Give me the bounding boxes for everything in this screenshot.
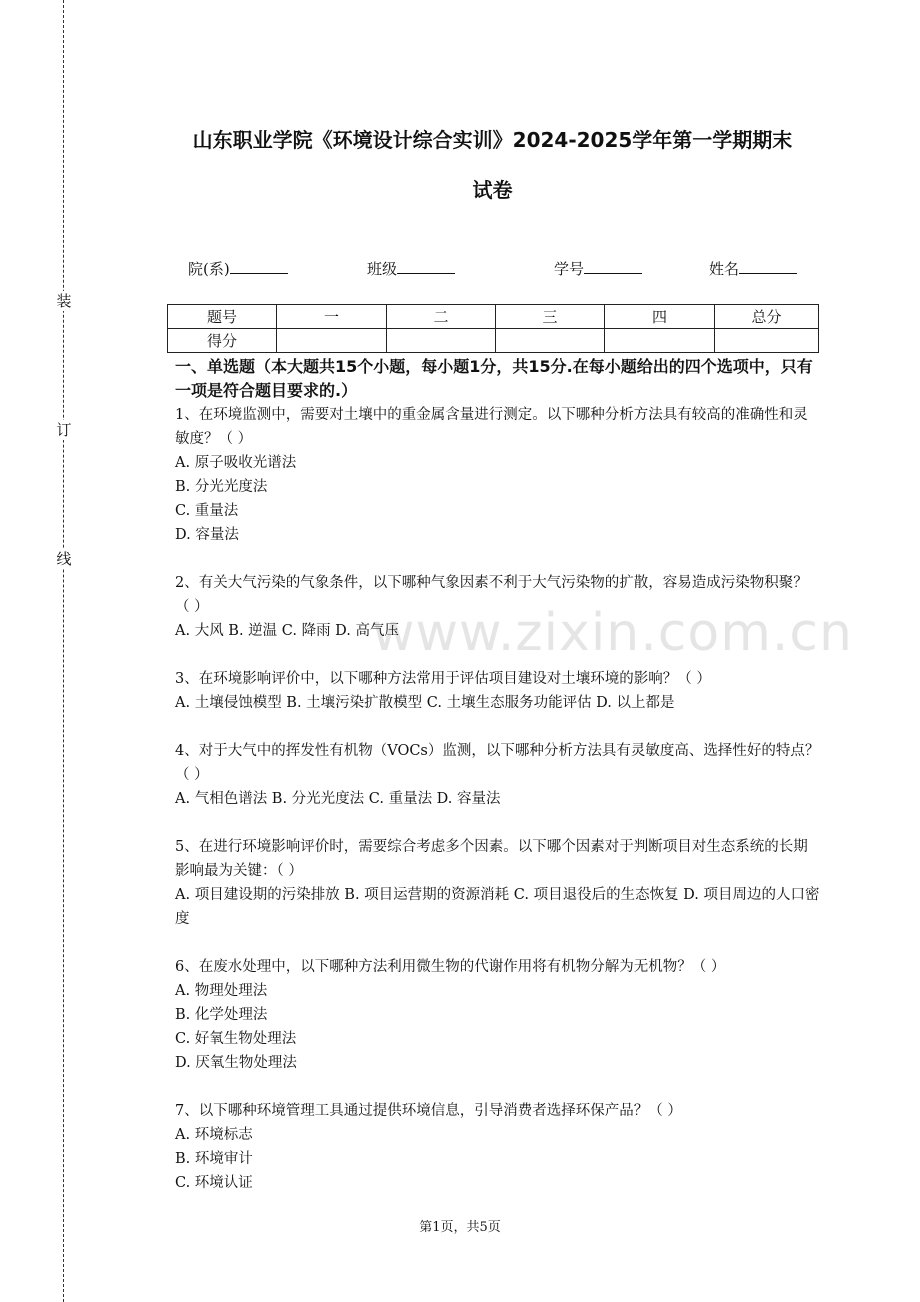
question-stem: 6、在废水处理中，以下哪种方法利用微生物的代谢作用将有机物分解为无机物？（ ） xyxy=(175,959,726,975)
question-stem: 2、有关大气污染的气象条件，以下哪种气象因素不利于大气污染物的扩散，容易造成污染物积聚？（ ） xyxy=(175,575,808,615)
option: A. 原子吸收光谱法 xyxy=(175,455,297,471)
score-cell[interactable] xyxy=(387,329,496,353)
score-cell[interactable] xyxy=(715,329,819,353)
score-table-header-row xyxy=(168,305,819,329)
option: A. 项目建设期的污染排放 B. 项目运营期的资源消耗 C. 项目退役后的生态恢复 D. 项目周边的人口密度 xyxy=(175,887,820,927)
score-header-cell: 总分 xyxy=(715,305,819,329)
binding-char-xian: 线 xyxy=(56,550,72,568)
binding-char-zhuang: 装 xyxy=(56,292,72,310)
score-table xyxy=(167,304,819,353)
question-stem: 3、在环境影响评价中，以下哪种方法常用于评估项目建设对土壤环境的影响？（ ） xyxy=(175,671,711,687)
question-5 xyxy=(175,835,820,931)
question-7 xyxy=(175,1099,820,1195)
score-cell[interactable] xyxy=(605,329,715,353)
option: A. 土壤侵蚀模型 B. 土壤污染扩散模型 C. 土壤生态服务功能评估 D. 以上都是 xyxy=(175,695,675,711)
name-blank[interactable] xyxy=(739,259,797,274)
student-id-field[interactable] xyxy=(554,258,642,279)
page-footer: 第1页，共5页 xyxy=(419,1220,501,1235)
question-stem: 4、对于大气中的挥发性有机物（VOCs）监测，以下哪种分析方法具有灵敏度高、选择性好的特点？（ ） xyxy=(175,743,820,783)
option: A. 物理处理法 xyxy=(175,983,268,999)
page-title-line2: 试卷 xyxy=(472,178,513,202)
option: B. 化学处理法 xyxy=(175,1007,268,1023)
binding-char-ding: 订 xyxy=(56,421,72,439)
class-field[interactable] xyxy=(367,258,455,279)
question-6 xyxy=(175,955,820,1075)
option: A. 大风 B. 逆温 C. 降雨 D. 高气压 xyxy=(175,623,400,639)
score-header-cell: 一 xyxy=(277,305,387,329)
option: A. 气相色谱法 B. 分光光度法 C. 重量法 D. 容量法 xyxy=(175,791,501,807)
score-cell[interactable] xyxy=(277,329,387,353)
dept-blank[interactable] xyxy=(230,259,288,274)
class-blank[interactable] xyxy=(397,259,455,274)
name-label: 姓名 xyxy=(709,260,740,278)
page-title-line1: 山东职业学院《环境设计综合实训》2024-2025学年第一学期期末 xyxy=(192,128,793,152)
option: C. 好氧生物处理法 xyxy=(175,1031,297,1047)
question-1 xyxy=(175,403,820,547)
score-header-cell: 二 xyxy=(387,305,496,329)
option: C. 重量法 xyxy=(175,503,239,519)
score-cell[interactable] xyxy=(496,329,605,353)
option: C. 环境认证 xyxy=(175,1175,253,1191)
watermark: www.zixin.com.cn xyxy=(372,603,853,663)
score-row-label: 得分 xyxy=(168,329,277,353)
option: D. 容量法 xyxy=(175,527,239,543)
section-heading: 一、单选题（本大题共15个小题，每小题1分，共15分.在每小题给出的四个选项中，只有一项是符合题目要求的.） xyxy=(175,357,813,400)
option: B. 环境审计 xyxy=(175,1151,253,1167)
dept-field[interactable] xyxy=(188,258,288,279)
option: A. 环境标志 xyxy=(175,1127,253,1143)
dept-label: 院(系) xyxy=(188,260,230,278)
score-header-cell: 题号 xyxy=(168,305,277,329)
student-id-label: 学号 xyxy=(554,260,585,278)
score-table-score-row xyxy=(168,329,819,353)
question-4 xyxy=(175,739,820,811)
binding-dashed-line xyxy=(63,0,64,1302)
option: B. 分光光度法 xyxy=(175,479,268,495)
question-2 xyxy=(175,571,820,643)
class-label: 班级 xyxy=(367,260,398,278)
score-header-cell: 三 xyxy=(496,305,605,329)
option: D. 厌氧生物处理法 xyxy=(175,1055,297,1071)
student-id-blank[interactable] xyxy=(584,259,642,274)
question-stem: 1、在环境监测中，需要对土壤中的重金属含量进行测定。以下哪种分析方法具有较高的准确性和灵敏度？（ ） xyxy=(175,407,808,447)
score-header-cell: 四 xyxy=(605,305,715,329)
question-3 xyxy=(175,667,820,715)
question-stem: 7、以下哪种环境管理工具通过提供环境信息，引导消费者选择环保产品？（ ） xyxy=(175,1103,682,1119)
name-field[interactable] xyxy=(709,258,797,279)
question-stem: 5、在进行环境影响评价时，需要综合考虑多个因素。以下哪个因素对于判断项目对生态系统的长期影响最为关键：（ ） xyxy=(175,839,808,879)
question-content xyxy=(175,355,820,1219)
